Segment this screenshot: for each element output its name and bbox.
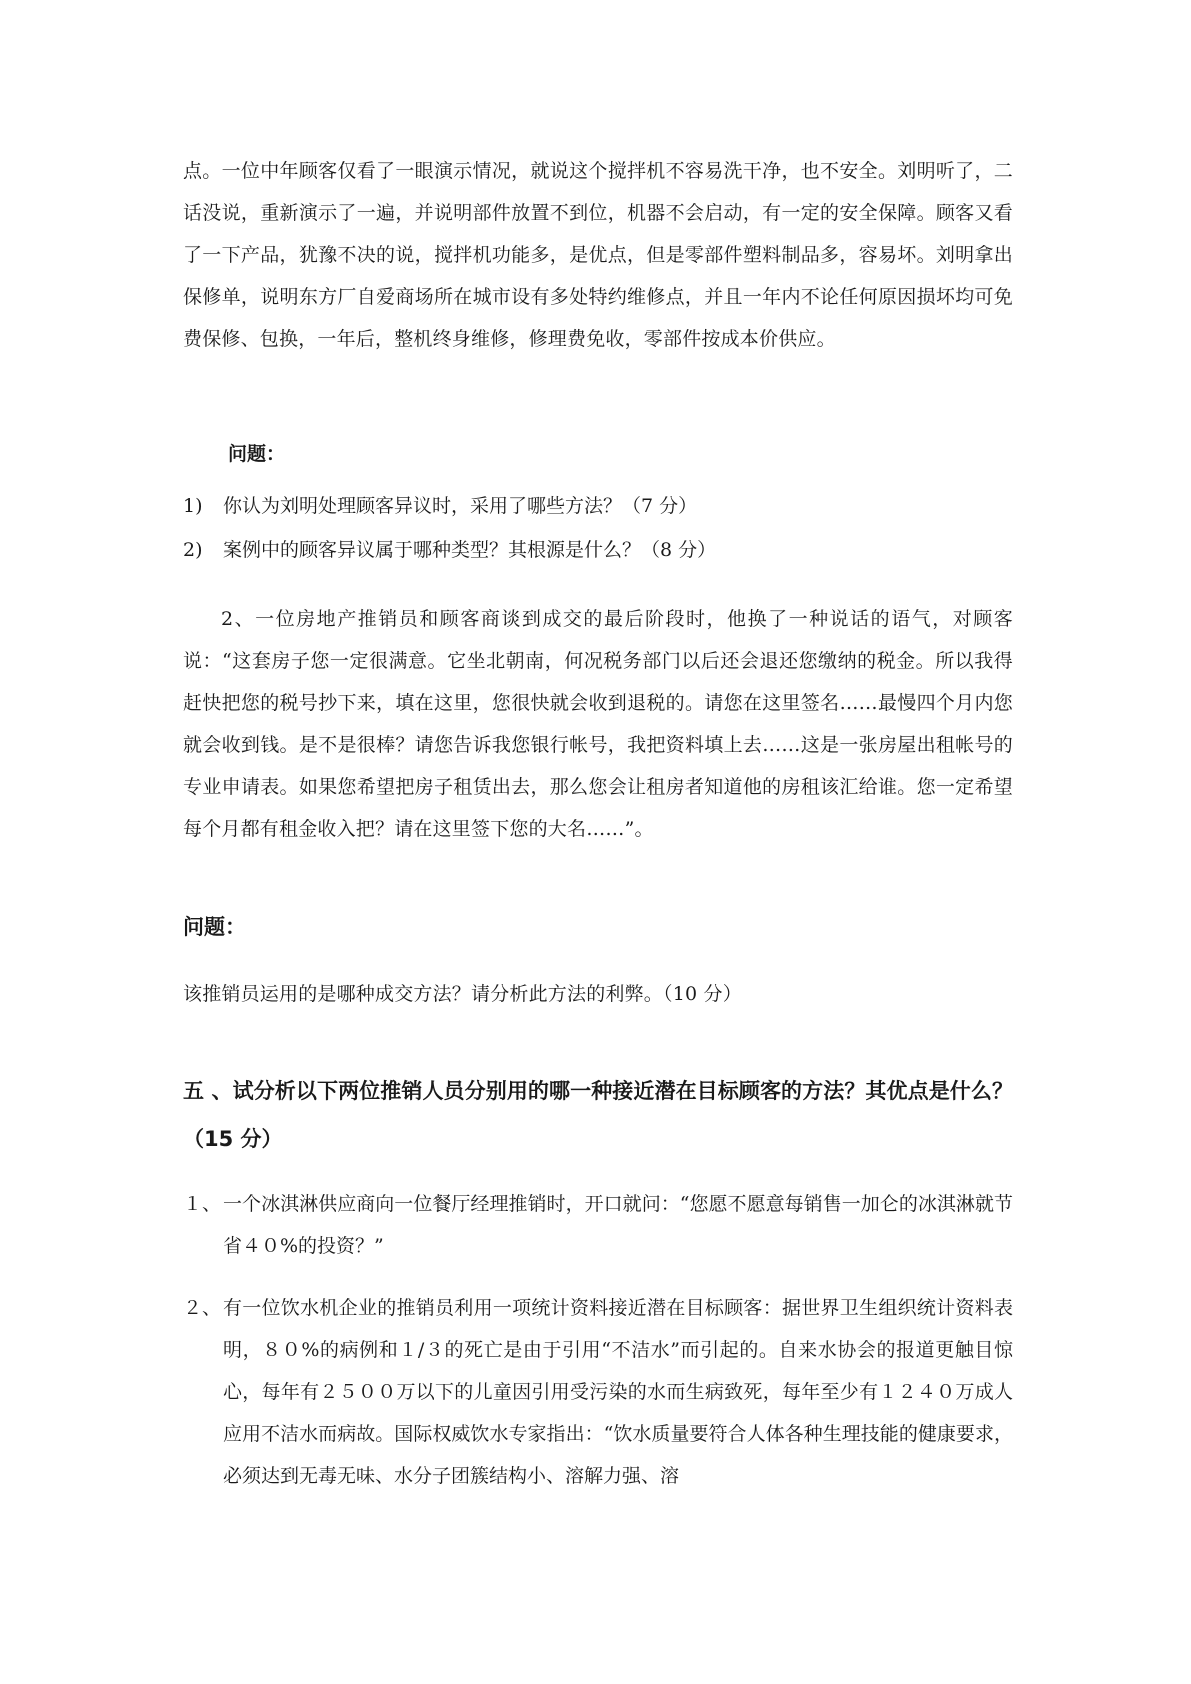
question-text: 你认为刘明处理顾客异议时，采用了哪些方法？（7 分） (223, 495, 698, 517)
case1-question-1 (183, 490, 1013, 522)
case1-questions-block (183, 438, 1013, 566)
case2-block (183, 598, 1013, 850)
item-number: ２、 (183, 1297, 222, 1319)
question-text: 案例中的顾客异议属于哪种类型？其根源是什么？（8 分） (223, 539, 717, 561)
case2-questions-block (183, 910, 1013, 1010)
case2-question-text: 该推销员运用的是哪种成交方法？请分析此方法的利弊。（10 分） (183, 983, 742, 1005)
section5-block (183, 1067, 1013, 1497)
case1-paragraph: 点。一位中年顾客仅看了一眼演示情况，就说这个搅拌机不容易洗干净，也不安全。刘明听了，二话没说，重新演示了一遍，并说明部件放置不到位，机器不会启动，有一定的安全保障。顾客又看了一下产品，犹豫不决的说，搅拌机功能多，是优点，但是零部件塑料制品多，容易坏。刘明拿出保修单，说明东方厂自爱商场所在城市设有多处特约维修点，并且一年内不论任何原因损坏均可免费保修、包换，一年后，整机终身维修，修理费免收，零部件按成本价供应。 (183, 160, 1013, 350)
item-text: 一个冰淇淋供应商向一位餐厅经理推销时，开口就问：“您愿不愿意每销售一加仑的冰淇淋就节省４０%的投资？” (223, 1193, 1013, 1257)
case1-question-title: 问题： (228, 443, 286, 465)
case1-block (183, 150, 1013, 360)
case2-paragraph: 2、一位房地产推销员和顾客商谈到成交的最后阶段时，他换了一种说话的语气，对顾客说：“这套房子您一定很满意。它坐北朝南，何况税务部门以后还会退还您缴纳的税金。所以我得赶快把您的税号抄下来，填在这里，您很快就会收到退税的。请您在这里签名……最慢四个月内您就会收到钱。是不是很棒？请您告诉我您银行帐号，我把资料填上去……这是一张房屋出租帐号的专业申请表。如果您希望把房子租赁出去，那么您会让租房者知道他的房租该汇给谁。您一定希望每个月都有租金收入把？请在这里签下您的大名……”。 (183, 608, 1013, 840)
question-number: 2) (183, 539, 203, 561)
case1-question-2 (183, 534, 1013, 566)
case2-question-title: 问题： (183, 915, 246, 939)
question-number: 1) (183, 495, 203, 517)
item-number: １、 (183, 1193, 222, 1215)
section5-item-2 (183, 1287, 1013, 1497)
item-text: 有一位饮水机企业的推销员利用一项统计资料接近潜在目标顾客：据世界卫生组织统计资料表明，８０%的病例和１/３的死亡是由于引用“不洁水”而引起的。自来水协会的报道更触目惊心，每年有２５００万以下的儿童因引用受污染的水而生病致死，每年至少有１２４０万成人应用不洁水而病故。国际权威饮水专家指出：“饮水质量要符合人体各种生理技能的健康要求，必须达到无毒无味、水分子团簇结构小、溶解力强、溶 (223, 1297, 1013, 1487)
section5-heading: 五 、试分析以下两位推销人员分别用的哪一种接近潜在目标顾客的方法？其优点是什么？（15 分） (183, 1079, 1013, 1151)
section5-item-1 (183, 1183, 1013, 1267)
